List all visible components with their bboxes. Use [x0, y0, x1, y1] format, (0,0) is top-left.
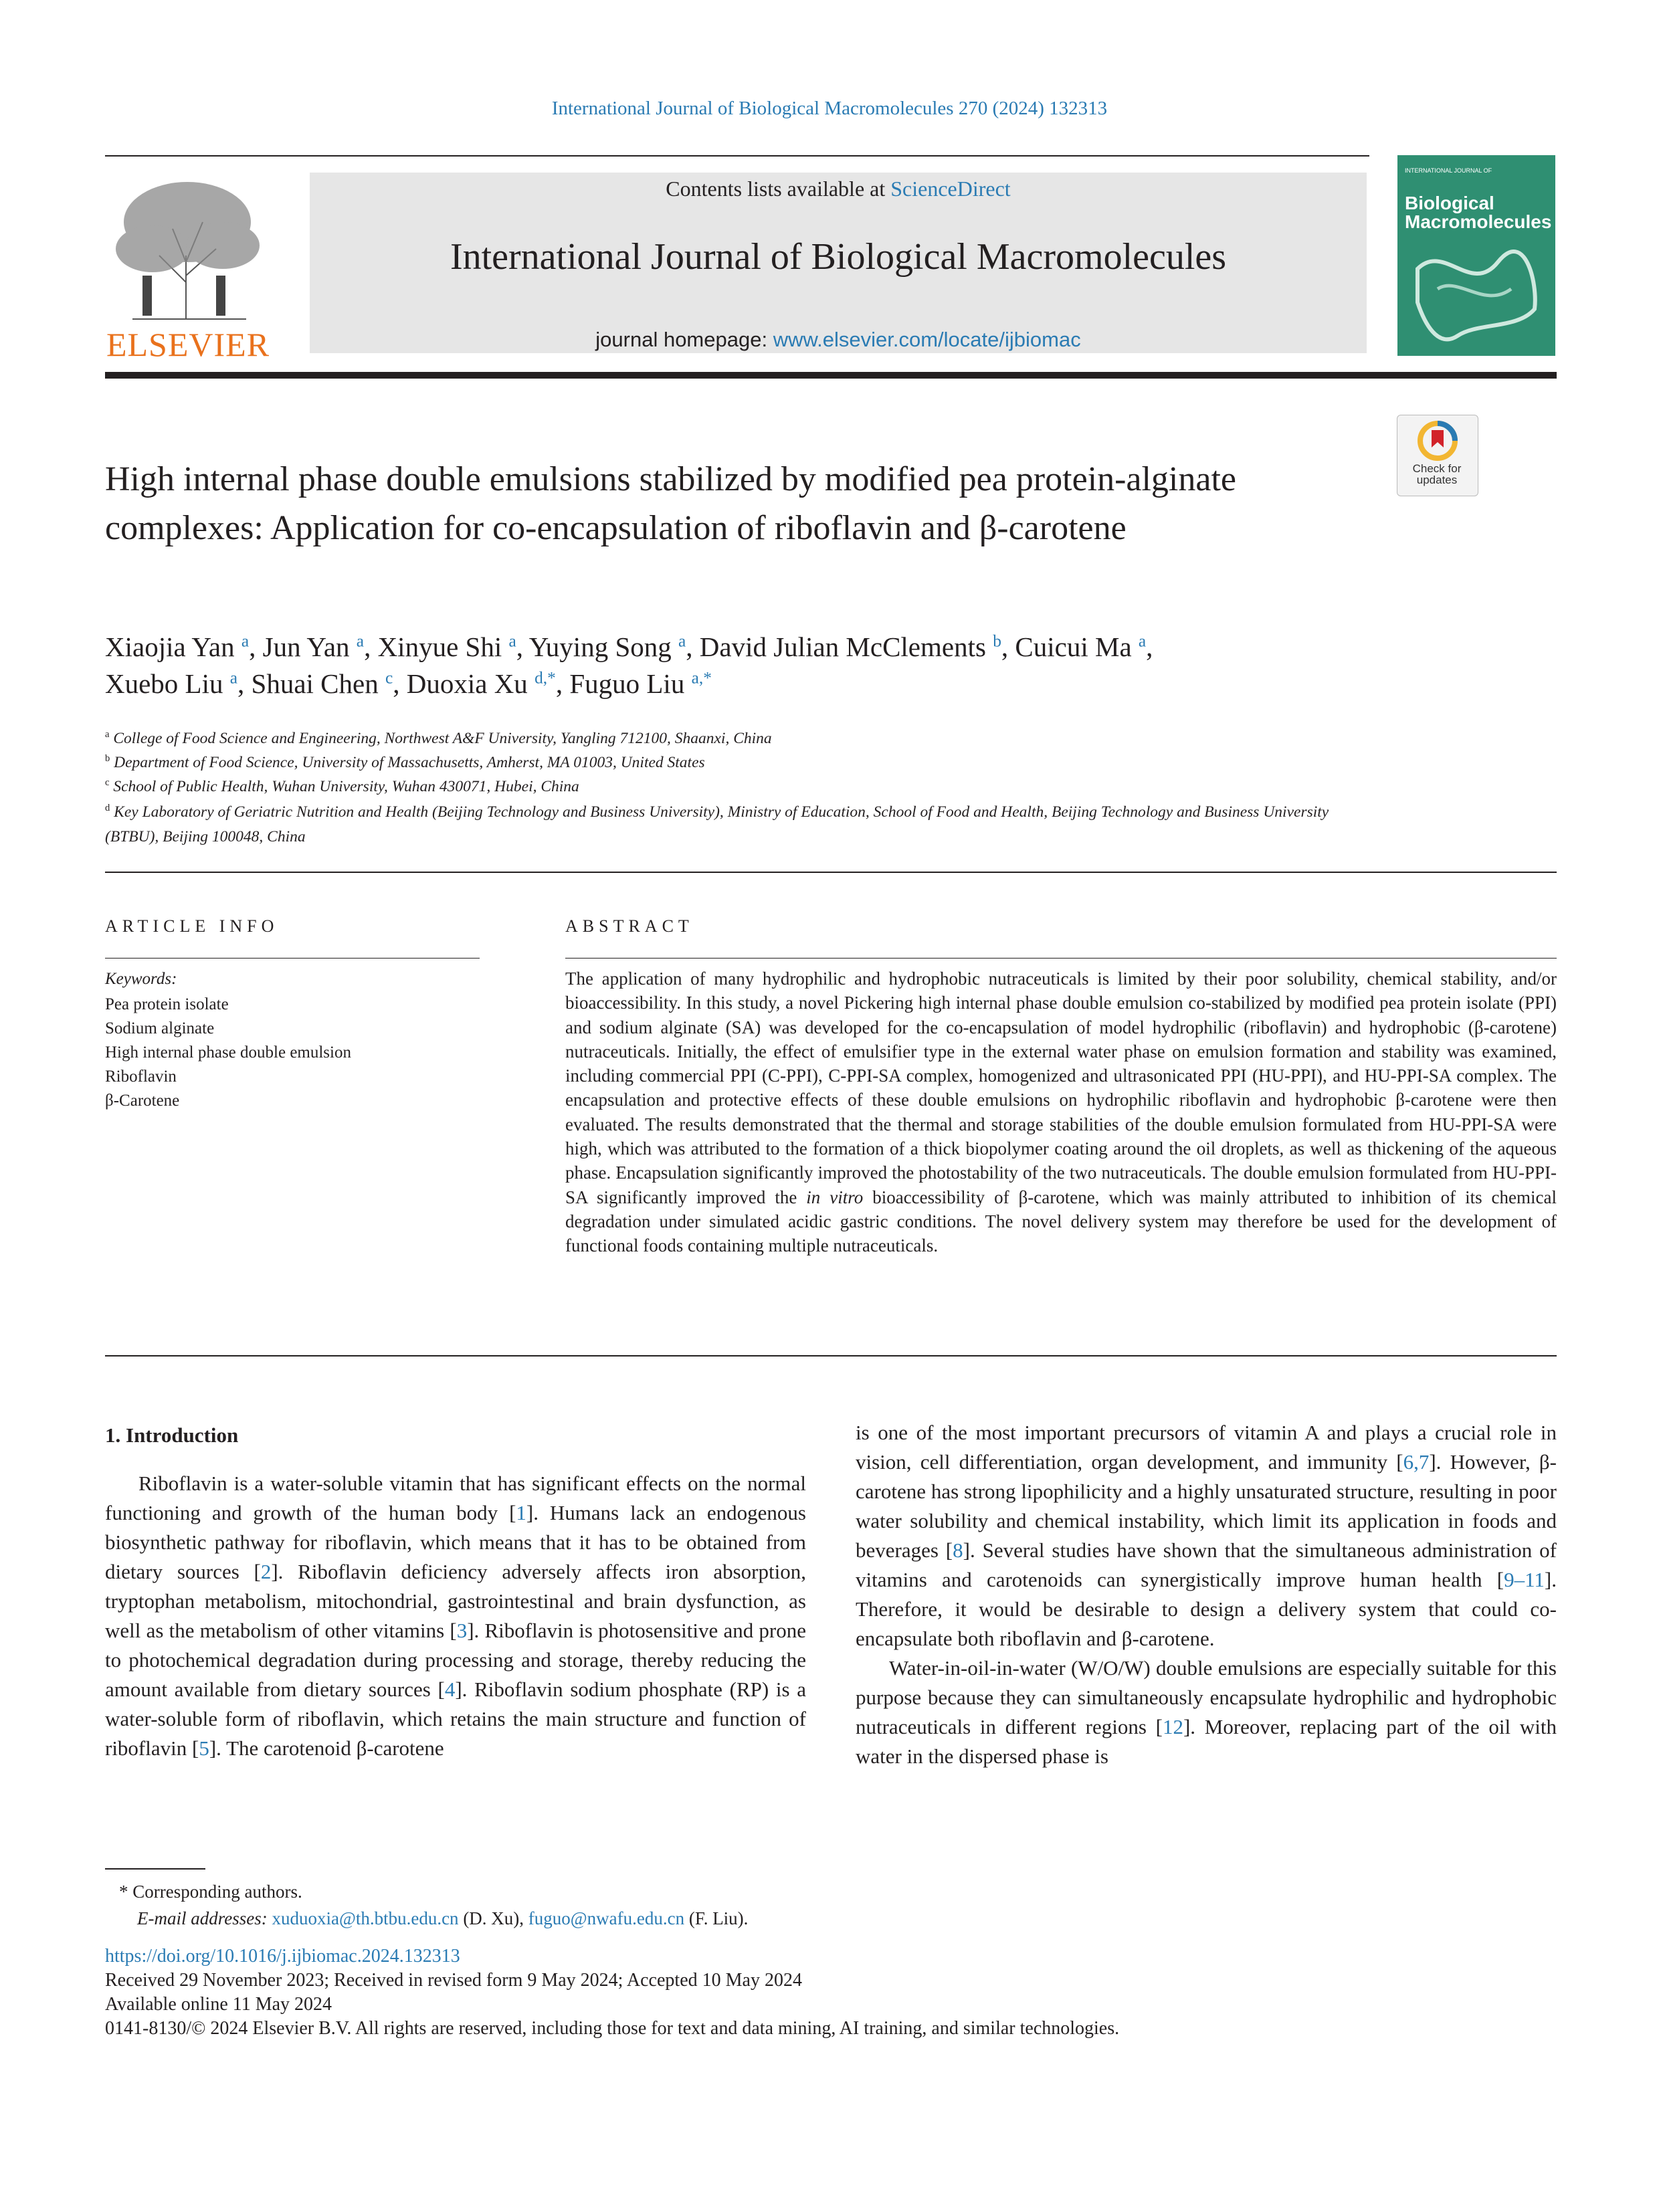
- paragraph: Riboflavin is a water-soluble vitamin that has significant effects on the normal functioning and growth of the human body [1]. Humans lack an endogenous biosynthetic pathway for riboflavin, which means that it has to be obtained from dietary sources [2]. Riboflavin deficiency adversely affects iron absorption, tryptophan metabolism, mitochondrial, gastrointestinal and brain dysfunction, as well as the metabolism of other vitamins [3]. Riboflavin is photosensitive and prone to photochemical degradation during processing and storage, thereby reducing the amount available from dietary sources [4]. Riboflavin sodium phosphate (RP) is a water-soluble form of riboflavin, which retains the main structure and function of riboflavin [5]. The carotenoid β-carotene: [105, 1472, 806, 1760]
- homepage-link[interactable]: www.elsevier.com/locate/ijbiomac: [773, 328, 1081, 351]
- affiliation-rule: [105, 872, 1557, 873]
- email-line: E-mail addresses: xuduoxia@th.btbu.edu.cn (D. Xu), fuguo@nwafu.edu.cn (F. Liu).: [137, 1908, 749, 1928]
- citation-link[interactable]: 1: [516, 1501, 526, 1524]
- keyword: β-Carotene: [105, 1092, 180, 1110]
- elsevier-tree-logo: [106, 175, 270, 322]
- check-updates-icon: [1397, 415, 1478, 462]
- author[interactable]: Jun Yan $^a$: [262, 631, 365, 662]
- citation-link[interactable]: 12: [1162, 1715, 1183, 1738]
- sciencedirect-link[interactable]: ScienceDirect: [890, 177, 1011, 201]
- received-dates: Received 29 November 2023; Received in revised form 9 May 2024; Accepted 10 May 2024: [105, 1970, 802, 1991]
- abstract-heading: ABSTRACT: [565, 916, 694, 936]
- cover-title: Biological Macromolecules: [1405, 193, 1552, 232]
- abstract-rule: [565, 958, 1557, 959]
- citation-link[interactable]: 4: [444, 1678, 456, 1701]
- cover-molecule-graphic: [1397, 155, 1555, 356]
- header-thick-rule: [105, 372, 1557, 379]
- affiliation: $^b$ Department of Food Science, University of Massachusetts, Amherst, MA 01003, United States: [105, 753, 705, 771]
- abstract-text: The application of many hydrophilic and hydrophobic nutraceuticals is limited by their poor solubility, chemical stability, and/or bioaccessibility. In this study, a novel Pickering high internal phase double emulsion co-stabilized by modified pea protein isolate (PPI) and sodium alginate (SA) was developed for the co-encapsulation of model hydrophilic (riboflavin) and hydrophobic (β-carotene) nutraceuticals. Initially, the effect of emulsifier type in the external water phase on emulsion formation and stability was examined, including commercial PPI (C-PPI), C-PPI-SA complex, homogenized and ultrasonicated PPI (HU-PPI), and HU-PPI-SA complex. The encapsulation and protective effects of these double emulsions on hydrophilic riboflavin and hydrophobic β-carotene were then evaluated. The results demonstrated that the thermal and storage stabilities of the double emulsion formulated from HU-PPI-SA were high, which was attributed to the formation of a thick biopolymer coating around the oil droplets, as well as thickening of the aqueous phase. Encapsulation significantly improved the photostability of the two nutraceuticals. The double emulsion formulated from HU-PPI-SA significantly improved the in vitro bioaccessibility of β-carotene, which was mainly attributed to inhibition of its chemical degradation under simulated acidic gastric conditions. The novel delivery system may therefore be used for the development of functional foods containing multiple nutraceuticals.: [565, 969, 1557, 1256]
- author[interactable]: Cuicui Ma $^a$: [1015, 631, 1147, 662]
- author[interactable]: Duoxia Xu $^{d,*}$: [406, 668, 556, 699]
- doi-link[interactable]: https://doi.org/10.1016/j.ijbiomac.2024.132313: [105, 1946, 460, 1967]
- section-heading: 1. Introduction: [105, 1423, 239, 1447]
- contents-line: Contents lists available at ScienceDirect: [666, 177, 1011, 201]
- citation-link[interactable]: 3: [456, 1619, 468, 1642]
- author[interactable]: Xinyue Shi $^a$: [377, 631, 516, 662]
- available-online: Available online 11 May 2024: [105, 1994, 332, 2015]
- journal-reference[interactable]: International Journal of Biological Macromolecules 270 (2024) 132313: [551, 98, 1108, 119]
- keyword: Sodium alginate: [105, 1019, 215, 1037]
- paragraph: Water-in-oil-in-water (W/O/W) double emulsions are especially suitable for this purpose because they can simultaneously encapsulate hydrophilic and hydrophobic nutraceuticals in different regions [12]. Moreover, replacing part of the oil with water in the dispersed phase is: [856, 1656, 1557, 1768]
- keyword: Riboflavin: [105, 1068, 177, 1086]
- affiliation: $^a$ College of Food Science and Engineering, Northwest A&F University, Yangling 712100, Shaanxi, China: [105, 729, 772, 747]
- author-list: Xiaojia Yan $^a$, Jun Yan $^a$, Xinyue Shi $^a$, Yuying Song $^a$, David Julian McClements $^b$, Cuicui Ma $^a$, Xuebo Liu $^a$, Shuai Chen $^c$, Duoxia Xu $^{d,*}$, Fuguo Liu $^{a,*}$: [105, 631, 1153, 699]
- intro-right-column: [856, 1418, 1557, 1771]
- article-info-heading: ARTICLE INFO: [105, 916, 279, 936]
- journal-cover-thumbnail[interactable]: [1397, 155, 1555, 356]
- citation-link[interactable]: 8: [953, 1538, 963, 1562]
- affiliation: $^c$ School of Public Health, Wuhan University, Wuhan 430071, Hubei, China: [105, 777, 579, 795]
- author[interactable]: Xiaojia Yan $^a$: [105, 631, 250, 662]
- paragraph: is one of the most important precursors of vitamin A and plays a crucial role in vision, cell differentiation, organ development, and immunity [6,7]. However, β-carotene has strong lipophilicity and a highly unsaturated structure, resulting in poor water solubility and chemical instability, which limit its application in foods and beverages [8]. Several studies have shown that the simultaneous administration of vitamins and carotenoids can synergistically improve human health [9–11]. Therefore, it would be desirable to design a delivery system that could co-encapsulate both riboflavin and β-carotene.: [856, 1421, 1557, 1650]
- header-rule: [105, 155, 1369, 157]
- author[interactable]: Shuai Chen $^c$: [251, 668, 393, 699]
- footnote-rule: [105, 1868, 205, 1870]
- article-info-rule: [105, 958, 480, 959]
- corresponding-note: * Corresponding authors.: [119, 1882, 302, 1902]
- email-link[interactable]: xuduoxia@th.btbu.edu.cn: [272, 1908, 459, 1928]
- affiliation: $^d$ Key Laboratory of Geriatric Nutrition and Health (Beijing Technology and Business University), Ministry of Education, School of Food and Health, Beijing Technology and Business University (BTBU), Beijing 100048, China: [105, 803, 1329, 845]
- citation-link[interactable]: 6,7: [1403, 1450, 1430, 1474]
- journal-title: International Journal of Biological Macromolecules: [450, 236, 1227, 278]
- keyword: Pea protein isolate: [105, 995, 229, 1013]
- abstract-bottom-rule: [105, 1355, 1557, 1356]
- homepage-line: journal homepage: www.elsevier.com/locate/ijbiomac: [595, 328, 1081, 351]
- citation-link[interactable]: 5: [199, 1736, 209, 1760]
- citation-link[interactable]: 2: [260, 1560, 272, 1583]
- email-link[interactable]: fuguo@nwafu.edu.cn: [528, 1908, 685, 1928]
- keyword: High internal phase double emulsion: [105, 1043, 351, 1062]
- elsevier-wordmark[interactable]: ELSEVIER: [106, 326, 270, 363]
- intro-left-column: [105, 1469, 806, 1763]
- author[interactable]: Xuebo Liu $^a$: [105, 668, 238, 699]
- author[interactable]: Yuying Song $^a$: [528, 631, 686, 662]
- keyword-list: [105, 993, 480, 1113]
- keywords-label: Keywords:: [105, 970, 177, 988]
- cover-journal-prefix: INTERNATIONAL JOURNAL OF: [1405, 167, 1492, 174]
- author[interactable]: Fuguo Liu $^{a,*}$: [569, 668, 712, 699]
- check-updates-label: Check for updates: [1412, 462, 1462, 486]
- author[interactable]: David Julian McClements $^b$: [699, 631, 1001, 662]
- copyright: 0141-8130/© 2024 Elsevier B.V. All rights are reserved, including those for text and data mining, AI training, and similar technologies.: [105, 2018, 1120, 2039]
- citation-link[interactable]: 9–11: [1504, 1568, 1545, 1591]
- article-title: High internal phase double emulsions stabilized by modified pea protein-alginate complexes: Application for co-encapsulation of riboflavin and β-carotene: [105, 460, 1236, 547]
